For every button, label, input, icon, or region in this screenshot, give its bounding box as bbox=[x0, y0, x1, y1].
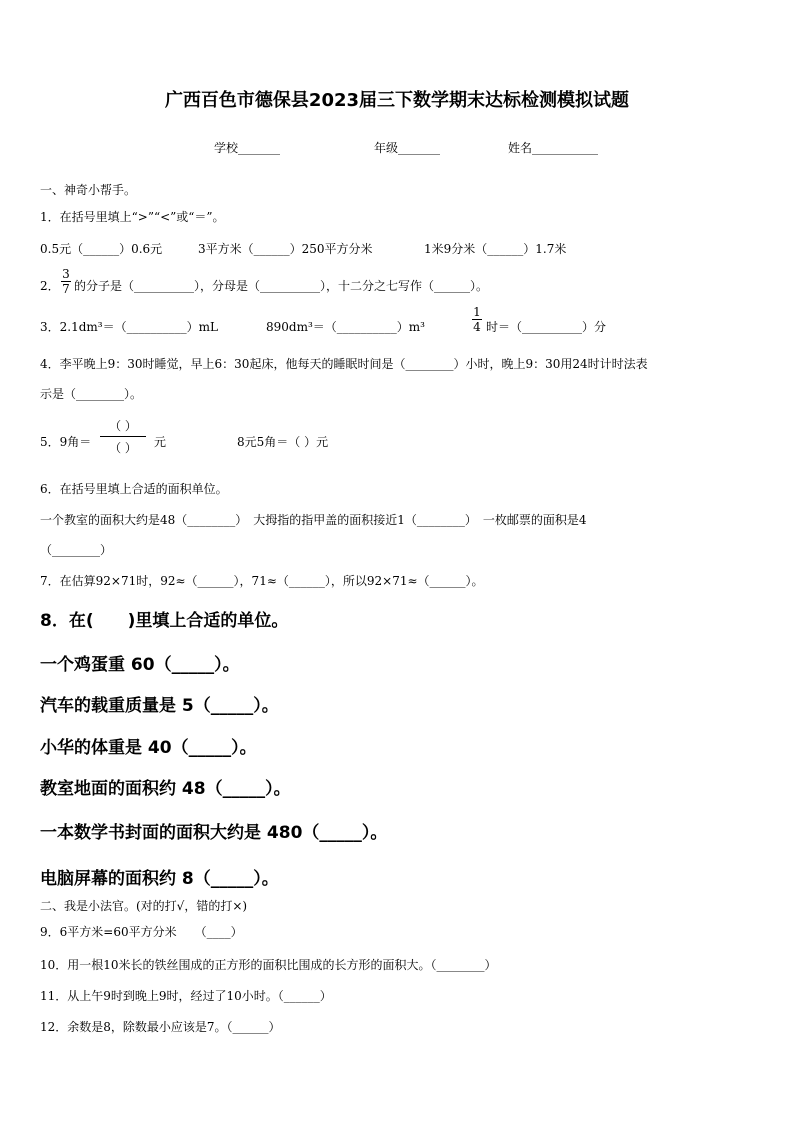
fraction-denominator: 4 bbox=[473, 320, 481, 334]
question-2-number: 2． bbox=[40, 279, 60, 293]
fraction-denominator: 7 bbox=[62, 282, 70, 296]
fraction-denominator: （ ） bbox=[109, 441, 137, 455]
name-field: 姓名___________ bbox=[508, 141, 599, 155]
judge-item: 12．余数是8，除数最小应该是7。（______） bbox=[40, 1020, 281, 1034]
question-1: 1．在括号里填上“>”“<”或“＝”。 bbox=[40, 210, 225, 224]
question-8-item: 汽车的载重质量是 5（_____）。 bbox=[40, 696, 279, 716]
question-2-text: 的分子是（__________），分母是（__________），十二分之七写作（______）。 bbox=[74, 279, 489, 293]
question-8-item: 教室地面的面积约 48（_____）。 bbox=[40, 779, 291, 799]
section-2-heading: 二、我是小法官。(对的打√，错的打×) bbox=[40, 899, 248, 913]
question-3-item-c: 时＝（__________）分 bbox=[486, 320, 607, 334]
school-field: 学校_______ bbox=[214, 141, 281, 155]
judge-item: 9．6平方米=60平方分米 （____） bbox=[40, 925, 243, 939]
fraction-bar bbox=[100, 436, 146, 437]
fraction-numerator: 3 bbox=[62, 267, 70, 281]
question-6-line-1: 一个教室的面积大约是48（________） 大拇指的指甲盖的面积接近1（________） 一枚邮票的面积是4 bbox=[40, 513, 587, 527]
question-6: 6．在括号里填上合适的面积单位。 bbox=[40, 482, 228, 496]
question-1-item-b: 3平方米（______）250平方分米 bbox=[198, 242, 373, 256]
grade-field: 年级_______ bbox=[374, 141, 441, 155]
question-5-unit: 元 bbox=[154, 435, 167, 449]
question-1-item-a: 0.5元（______）0.6元 bbox=[40, 242, 163, 256]
judge-item: 10．用一根10米长的铁丝围成的正方形的面积比围成的长方形的面积大。（________） bbox=[40, 958, 497, 972]
question-3-item-a: 3．2.1dm³＝（__________）mL bbox=[40, 320, 218, 334]
student-info-fields bbox=[214, 139, 598, 156]
question-3-fraction bbox=[472, 305, 482, 334]
section-1-heading: 一、神奇小帮手。 bbox=[40, 183, 137, 197]
question-8: 8．在( )里填上合适的单位。 bbox=[40, 611, 289, 631]
question-8-item: 一个鸡蛋重 60（_____）。 bbox=[40, 655, 240, 675]
question-7: 7．在估算92×71时，92≈（______），71≈（______），所以92×71≈（______）。 bbox=[40, 574, 484, 588]
question-1-item-c: 1米9分米（______）1.7米 bbox=[424, 242, 567, 256]
fraction-numerator: （ ） bbox=[109, 419, 137, 433]
judge-item: 11．从上午9时到晚上9时，经过了10小时。（______） bbox=[40, 989, 332, 1003]
question-4-line-1: 4．李平晚上9：30时睡觉，早上6：30起床，他每天的睡眠时间是（________）小时，晚上9：30用24时计时法表 bbox=[40, 357, 648, 371]
question-2-fraction bbox=[61, 267, 71, 296]
fraction-numerator: 1 bbox=[473, 305, 481, 319]
page-title: 广西百色市德保县2023届三下数学期末达标检测模拟试题 bbox=[164, 90, 630, 111]
question-8-item: 一本数学书封面的面积大约是 480（_____）。 bbox=[40, 823, 388, 843]
question-8-item: 电脑屏幕的面积约 8（_____）。 bbox=[40, 869, 279, 889]
question-4-line-2: 示是（________）。 bbox=[40, 387, 143, 401]
question-6-line-2: （________） bbox=[40, 543, 113, 557]
question-3-item-b: 890dm³＝（__________）m³ bbox=[266, 320, 425, 334]
question-5-item-a: 5．9角＝ bbox=[40, 435, 92, 449]
question-5-fraction bbox=[100, 417, 146, 456]
question-8-item: 小华的体重是 40（_____）。 bbox=[40, 738, 257, 758]
question-5-item-b: 8元5角＝（ ）元 bbox=[237, 435, 329, 449]
